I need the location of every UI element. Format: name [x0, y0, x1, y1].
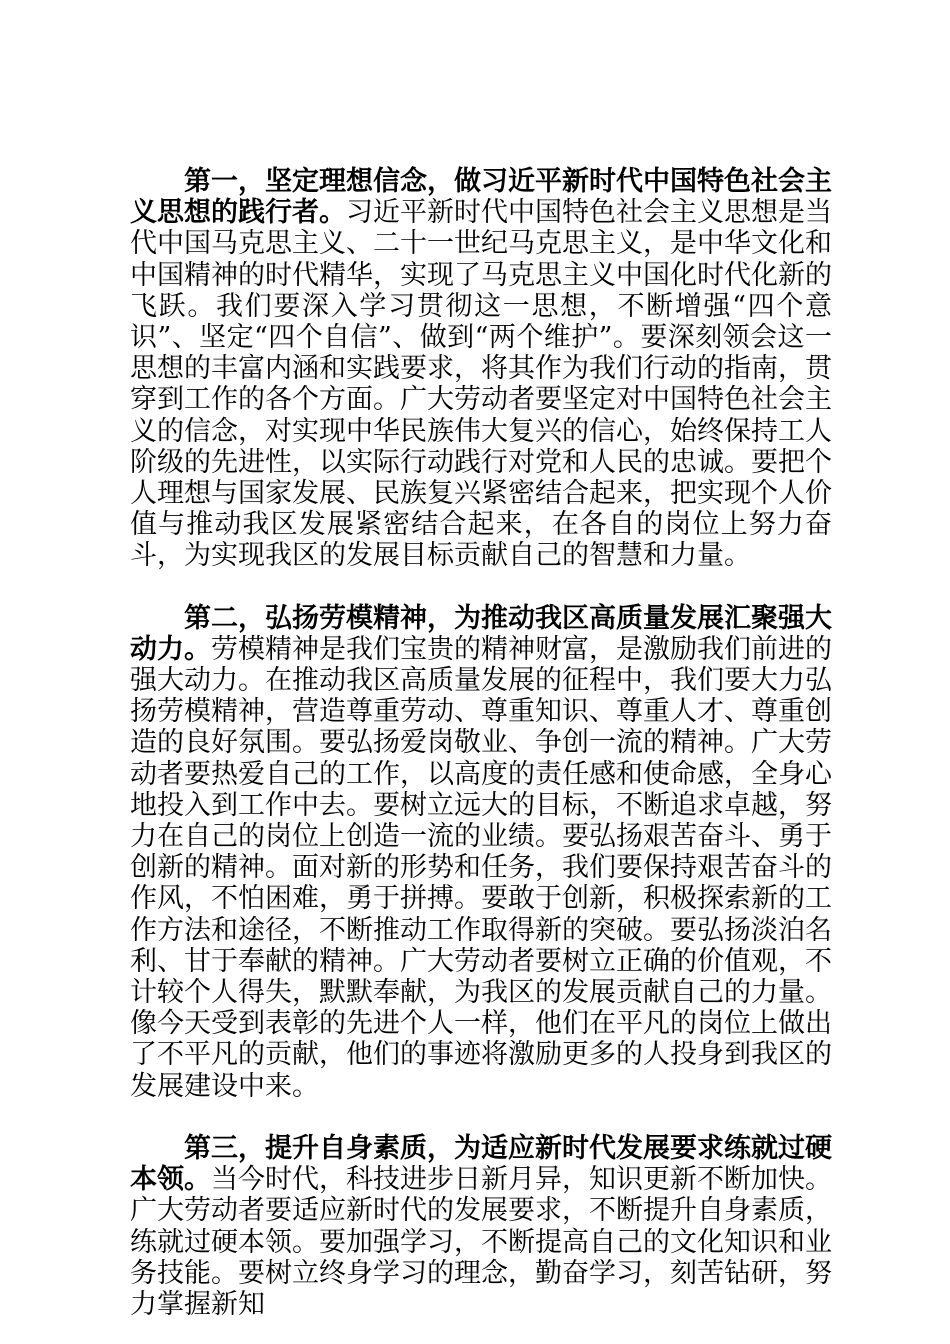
paragraph-2-heading: 第二，弘扬劳模精神，为推动我区高质量发展汇聚强大动力。: [130, 602, 832, 665]
document-page: [130, 166, 832, 1320]
paragraph-3-body: 当今时代，科技进步日新月异，知识更新不断加快。广大劳动者要适应新时代的发展要求，不断提升自身素质，练就过硬本领。要加强学习，不断提高自己的文化知识和业务技能。要树立终身学习的理念，勤奋学习，刻苦钻研，努力掌握新知: [130, 1164, 832, 1320]
paragraph-2-body: 劳模精神是我们宝贵的精神财富，是激励我们前进的强大动力。在推动我区高质量发展的征程中，我们要大力弘扬劳模精神，营造尊重劳动、尊重知识、尊重人才、尊重创造的良好氛围。要弘扬爱岗敬业、争创一流的精神。广大劳动者要热爱自己的工作，以高度的责任感和使命感，全身心地投入到工作中去。要树立远大的目标，不断追求卓越，努力在自己的岗位上创造一流的业绩。要弘扬艰苦奋斗、勇于创新的精神。面对新的形势和任务，我们要保持艰苦奋斗的作风，不怕困难，勇于拼搏。要敢于创新，积极探索新的工作方法和途径，不断推动工作取得新的突破。要弘扬淡泊名利、甘于奉献的精神。广大劳动者要树立正确的价值观，不计较个人得失，默默奉献，为我区的发展贡献自己的力量。像今天受到表彰的先进个人一样，他们在平凡的岗位上做出了不平凡的贡献，他们的事迹将激励更多的人投身到我区的发展建设中来。: [130, 633, 832, 1102]
paragraph-2: [130, 603, 832, 1102]
paragraph-3-heading: 第三，提升自身素质，为适应新时代发展要求练就过硬本领。: [130, 1132, 832, 1196]
paragraph-1-heading: 第一，坚定理想信念，做习近平新时代中国特色社会主义思想的践行者。: [130, 166, 832, 229]
paragraph-1: [130, 166, 832, 572]
paragraph-3: [130, 1133, 832, 1320]
paragraph-1-body: 习近平新时代中国特色社会主义思想是当代中国马克思主义、二十一世纪马克思主义，是中华文化和中国精神的时代精华，实现了马克思主义中国化时代化新的飞跃。我们要深入学习贯彻这一思想，不断增强“四个意识”、坚定“四个自信”、做到“两个维护”。要深刻领会这一思想的丰富内涵和实践要求，将其作为我们行动的指南，贯穿到工作的各个方面。广大劳动者要坚定对中国特色社会主义的信念，对实现中华民族伟大复兴的信心，始终保持工人阶级的先进性，以实际行动践行对党和人民的忠诚。要把个人理想与国家发展、民族复兴紧密结合起来，把实现个人价值与推动我区发展紧密结合起来，在各自的岗位上努力奋斗，为实现我区的发展目标贡献自己的智慧和力量。: [130, 197, 832, 572]
